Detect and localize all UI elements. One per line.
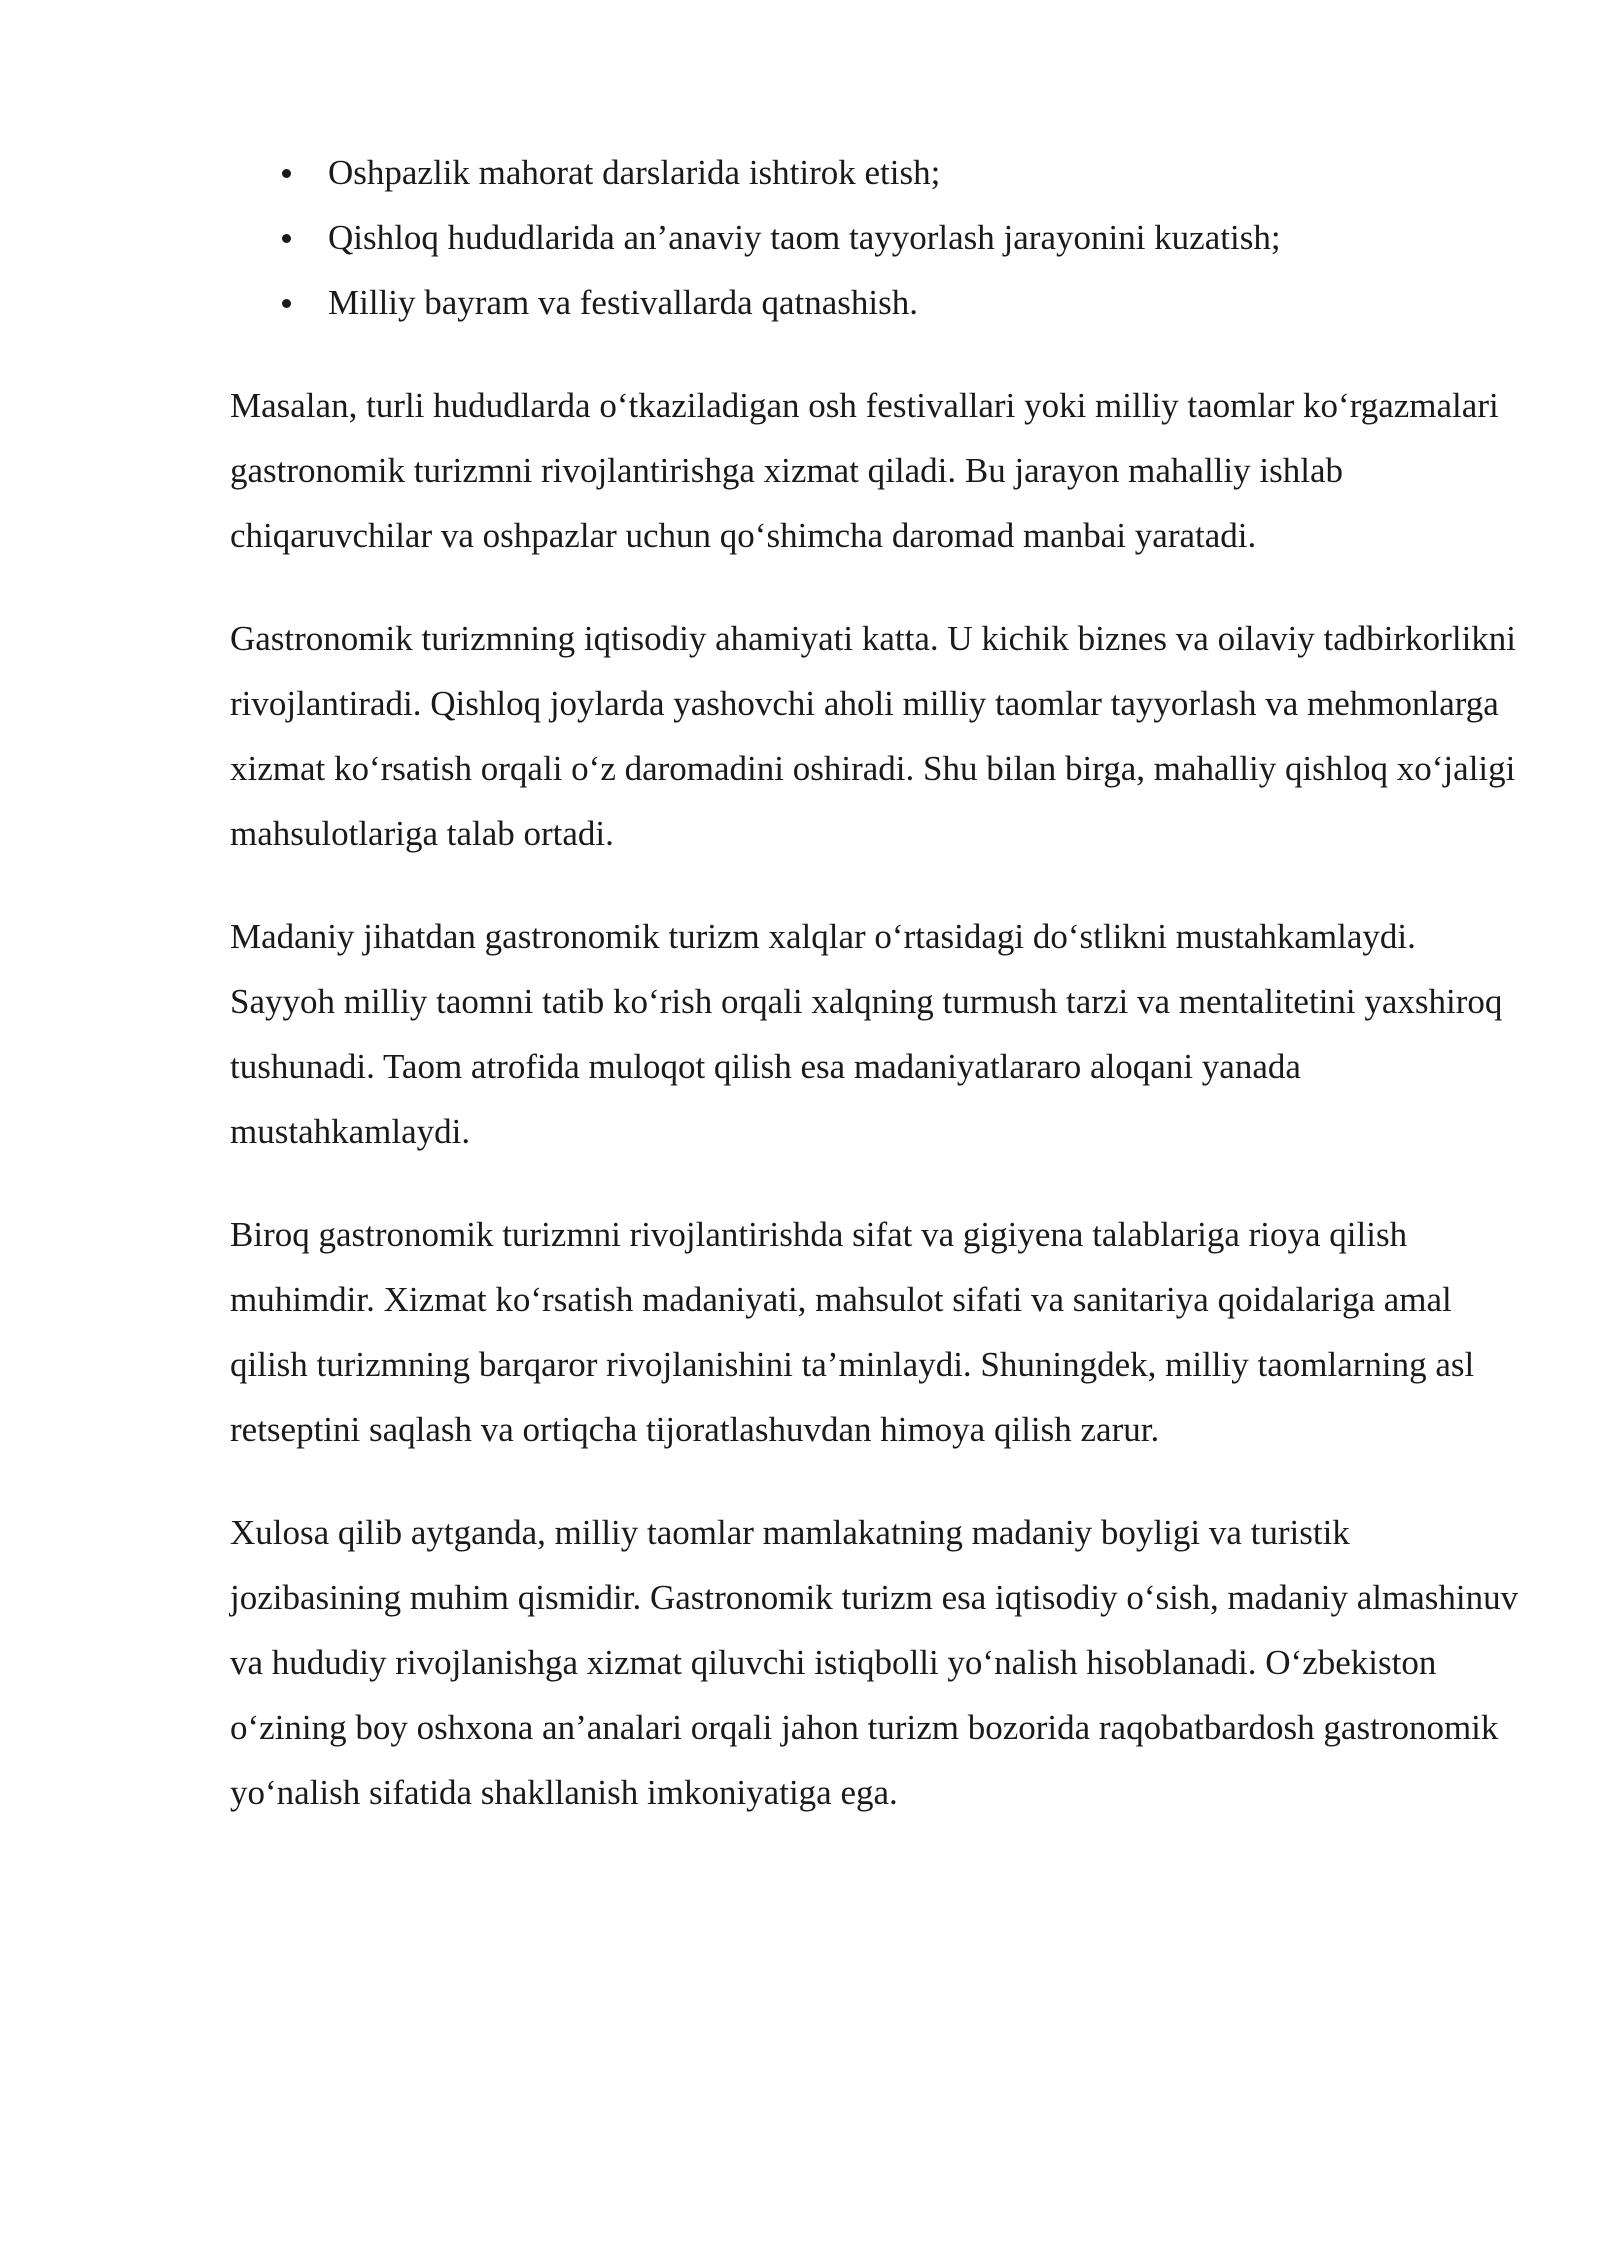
bullet-icon — [282, 234, 291, 243]
list-item-text: Oshpazlik mahorat darslarida ishtirok etish; — [328, 153, 941, 192]
list-item — [230, 270, 1520, 335]
paragraph-quality: Biroq gastronomik turizmni rivojlantirishda sifat va gigiyena talablariga rioya qilish muhimdir. Xizmat ko‘rsatish madaniyati, mahsulot sifati va sanitariya qoidalariga amal qilish turizmning barqaror rivojlanishini ta’minlaydi. Shuningdek, milliy taomlarning asl retseptini saqlash va ortiqcha tijoratlashuvdan himoya qilish zarur. — [230, 1215, 1475, 1449]
bullet-icon — [282, 169, 291, 178]
list-item — [230, 140, 1520, 205]
paragraph-festivals: Masalan, turli hududlarda o‘tkaziladigan osh festivallari yoki milliy taomlar ko‘rgazmalari gastronomik turizmni rivojlantirishga xizmat qiladi. Bu jarayon mahalliy ishlab chiqaruvchilar va oshpazlar uchun qo‘shimcha daromad manbai yaratadi. — [230, 386, 1499, 555]
list-item-text: Qishloq hududlarida an’anaviy taom tayyorlash jarayonini kuzatish; — [328, 218, 1281, 257]
list-item-text: Milliy bayram va festivallarda qatnashish. — [328, 283, 918, 322]
list-item — [230, 205, 1520, 270]
document-page — [230, 140, 1520, 1825]
paragraph-conclusion: Xulosa qilib aytganda, milliy taomlar mamlakatning madaniy boyligi va turistik jozibasining muhim qismidir. Gastronomik turizm esa iqtisodiy o‘sish, madaniy almashinuv va hududiy rivojlanishga xizmat qiluvchi istiqbolli yo‘nalish hisoblanadi. O‘zbekiston o‘zining boy oshxona an’analari orqali jahon turizm bozorida raqobatbardosh gastronomik yo‘nalish sifatida shakllanish imkoniyatiga ega. — [230, 1513, 1519, 1812]
bullet-list — [230, 140, 1520, 335]
paragraph-cultural: Madaniy jihatdan gastronomik turizm xalqlar o‘rtasidagi do‘stlikni mustahkamlaydi. Sayyoh milliy taomni tatib ko‘rish orqali xalqning turmush tarzi va mentalitetini yaxshiroq tushunadi. Taom atrofida muloqot qilish esa madaniyatlararo aloqani yanada mustahkamlaydi. — [230, 917, 1503, 1151]
bullet-icon — [282, 299, 291, 308]
paragraph-economic: Gastronomik turizmning iqtisodiy ahamiyati katta. U kichik biznes va oilaviy tadbirkorlikni rivojlantiradi. Qishloq joylarda yashovchi aholi milliy taomlar tayyorlash va mehmonlarga xizmat ko‘rsatish orqali o‘z daromadini oshiradi. Shu bilan birga, mahalliy qishloq xo‘jaligi mahsulotlariga talab ortadi. — [230, 619, 1517, 853]
